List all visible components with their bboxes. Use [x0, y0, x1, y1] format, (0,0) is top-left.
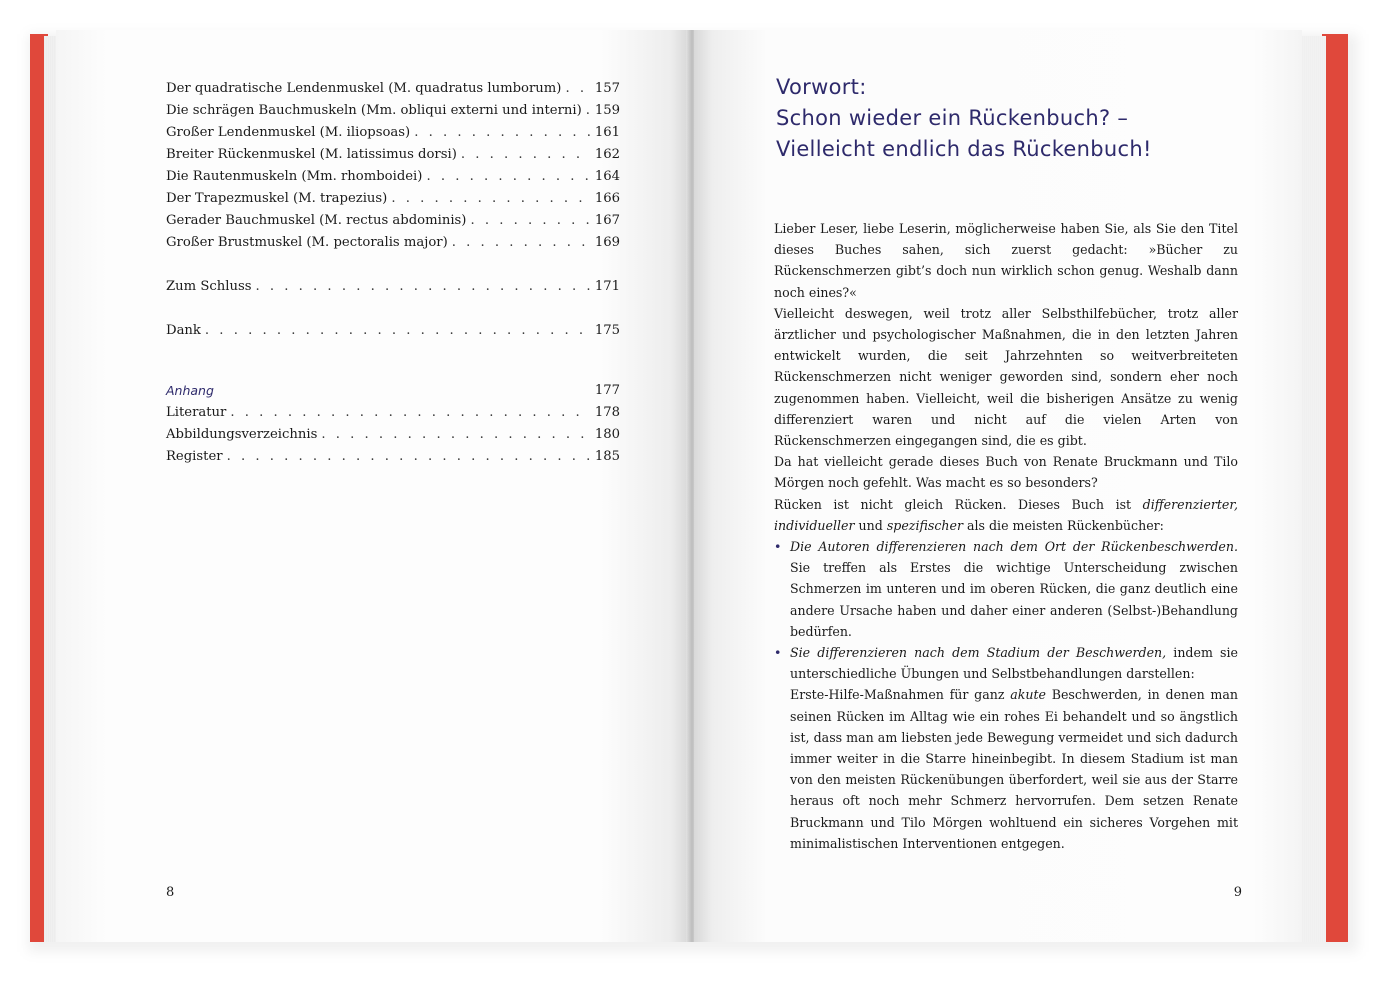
toc-entry-title: Dank — [166, 323, 201, 338]
body-text — [774, 218, 1238, 854]
toc-entry-zum-schluss[interactable] — [166, 276, 620, 298]
toc-entry[interactable] — [166, 402, 620, 424]
bullet-icon: • — [774, 645, 782, 661]
text-run: Sie treffen als Erstes die wichtige Unterscheidung zwischen Schmerzen im unteren und im oberen Rücken, die ganz deutlich eine andere Ursache haben und daher einer anderen (Selbst-)Behandlung bedürfen. — [790, 560, 1238, 639]
toc-leader-dots — [230, 402, 590, 424]
toc-leader-dots — [391, 188, 591, 210]
toc-entry-page: 166 — [594, 191, 620, 206]
bullet-icon: • — [774, 539, 782, 555]
toc-section-anhang[interactable] — [166, 380, 620, 402]
list-item — [774, 536, 1238, 642]
text-run: indem sie unterschiedliche Übungen und Selbstbehandlungen darstellen: — [790, 645, 1238, 682]
toc-entry-title: Großer Brustmuskel (M. pectoralis major) — [166, 235, 448, 250]
toc-entry-dank[interactable] — [166, 320, 620, 342]
toc-entry-title: Großer Lendenmuskel (M. iliopsoas) — [166, 125, 411, 140]
page-number-right: 9 — [1233, 885, 1242, 900]
toc-leader-dots — [452, 232, 591, 254]
toc-entry-title: Register — [166, 449, 223, 464]
toc-leader-dots — [470, 210, 590, 232]
toc-leader-dots — [321, 424, 590, 446]
toc-entry-title: Breiter Rückenmuskel (M. latissimus dorsi) — [166, 147, 457, 162]
toc-leader-dots — [565, 78, 590, 100]
text-run: als die meisten Rückenbücher: — [962, 517, 1164, 533]
toc-spacer — [166, 342, 620, 380]
page-stack-right — [1300, 36, 1326, 942]
toc-entry-page: 161 — [594, 125, 620, 140]
toc-entry[interactable] — [166, 100, 620, 122]
paragraph: Da hat vielleicht gerade dieses Buch von Renate Bruckmann und Tilo Mörgen noch gefehlt. Was macht es so besonders? — [774, 454, 1238, 491]
paragraph — [774, 494, 1238, 536]
text-run: Beschwerden, in denen man seinen Rücken im Alltag wie ein rohes Ei behandelt und so ängstlich ist, dass man am liebsten jede Bewegung vermeidet und sich dadurch immer weiter in die Starre hineinbegibt. In diesem Stadium ist man von den meisten Rückenübungen überfordert, weil sie aus der Starre heraus oft noch mehr Schmerz hervorrufen. Dem setzen Renate Bruckmann und Tilo Mörgen wohltuend ein sicheres Vorgehen mit minimalistischen Interventionen entgegen. — [790, 687, 1238, 851]
toc-entry[interactable] — [166, 210, 620, 232]
toc-entry-title: Der Trapezmuskel (M. trapezius) — [166, 191, 388, 206]
toc-entry-page: 175 — [594, 323, 620, 338]
toc-entry[interactable] — [166, 122, 620, 144]
chapter-heading-line: Schon wieder ein Rückenbuch? – — [776, 106, 1129, 130]
left-page — [56, 30, 690, 942]
toc-leader-dots — [256, 276, 591, 298]
toc-entry-page: 159 — [594, 103, 620, 118]
toc-entry-title: Die Rautenmuskeln (Mm. rhomboidei) — [166, 169, 423, 184]
toc-spacer — [166, 254, 620, 276]
emphasis-text: Die Autoren differenzieren nach dem Ort der Rückenbeschwerden. — [790, 539, 1238, 555]
right-page — [694, 30, 1302, 942]
text-run: und — [854, 517, 887, 533]
toc-entry[interactable] — [166, 78, 620, 100]
toc-entry[interactable] — [166, 166, 620, 188]
toc-entry-title: Die schrägen Bauchmuskeln (Mm. obliqui externi und interni) — [166, 103, 582, 118]
emphasis-text: Sie differenzieren nach dem Stadium der Beschwerden, — [790, 645, 1167, 661]
toc-leader-dots — [461, 144, 591, 166]
toc-leader-dots — [227, 446, 591, 468]
toc-entry-title: Der quadratische Lendenmuskel (M. quadratus lumborum) — [166, 81, 562, 96]
toc-entry[interactable] — [166, 424, 620, 446]
chapter-heading — [776, 72, 1256, 165]
toc-entry-page: 178 — [594, 405, 620, 420]
toc-leader-dots — [426, 166, 590, 188]
chapter-heading-line: Vielleicht endlich das Rückenbuch! — [776, 137, 1152, 161]
toc-entry-title: Abbildungsverzeichnis — [166, 427, 318, 442]
toc-entry-page: 164 — [594, 169, 620, 184]
emphasis-text: akute — [1010, 687, 1046, 703]
toc-entry-page: 157 — [594, 81, 620, 96]
toc-entry-title: Zum Schluss — [166, 279, 252, 294]
toc-section-title: Anhang — [166, 383, 214, 398]
toc-section-page: 177 — [594, 383, 620, 398]
paragraph: Lieber Leser, liebe Leserin, möglicherweise haben Sie, als Sie den Titel dieses Buches sahen, sich zuerst gedacht: »Bücher zu Rückenschmerzen gibt’s doch nun wirklich schon genug. Weshalb dann noch eines?« — [774, 221, 1238, 300]
toc-entry-page: 162 — [594, 147, 620, 162]
toc-entry-page: 167 — [594, 213, 620, 228]
toc-entry[interactable] — [166, 446, 620, 468]
table-of-contents — [166, 78, 620, 468]
page-number-left: 8 — [166, 885, 175, 900]
toc-entry[interactable] — [166, 144, 620, 166]
text-run: Rücken ist nicht gleich Rücken. Dieses Buch ist — [774, 496, 1143, 512]
toc-entry[interactable] — [166, 188, 620, 210]
bullet-list — [774, 536, 1238, 854]
toc-leader-dots — [205, 320, 591, 342]
toc-entry-page: 169 — [594, 235, 620, 250]
toc-entry-page: 180 — [594, 427, 620, 442]
text-run: Erste-Hilfe-Maßnahmen für ganz — [790, 687, 1011, 703]
chapter-heading-line: Vorwort: — [776, 75, 867, 99]
emphasis-text: differenzierter, individueller — [774, 496, 1238, 533]
paragraph: Vielleicht deswegen, weil trotz aller Selbsthilfebücher, trotz aller ärztlicher und psychologischer Maßnahmen, die in den letzten Jahren entwickelt wurden, die seit Jahrzehnten so weitverbreiteten Rückenschmerzen nicht weniger geworden sind, sondern eher noch zugenommen haben. Vielleicht, weil die bisherigen Ansätze zu wenig differenziert waren und nicht auf die vielen Arten von Rückenschmerzen eingegangen sind, die es gibt. — [774, 305, 1238, 449]
toc-entry-title: Literatur — [166, 405, 227, 420]
toc-entry[interactable] — [166, 232, 620, 254]
toc-leader-dots — [414, 122, 591, 144]
list-item — [774, 642, 1238, 854]
toc-entry-page: 171 — [594, 279, 620, 294]
toc-entry-title: Gerader Bauchmuskel (M. rectus abdominis) — [166, 213, 467, 228]
toc-spacer — [166, 298, 620, 320]
emphasis-text: spezifischer — [886, 517, 963, 533]
toc-leader-dots — [586, 100, 591, 122]
toc-entry-page: 185 — [594, 449, 620, 464]
